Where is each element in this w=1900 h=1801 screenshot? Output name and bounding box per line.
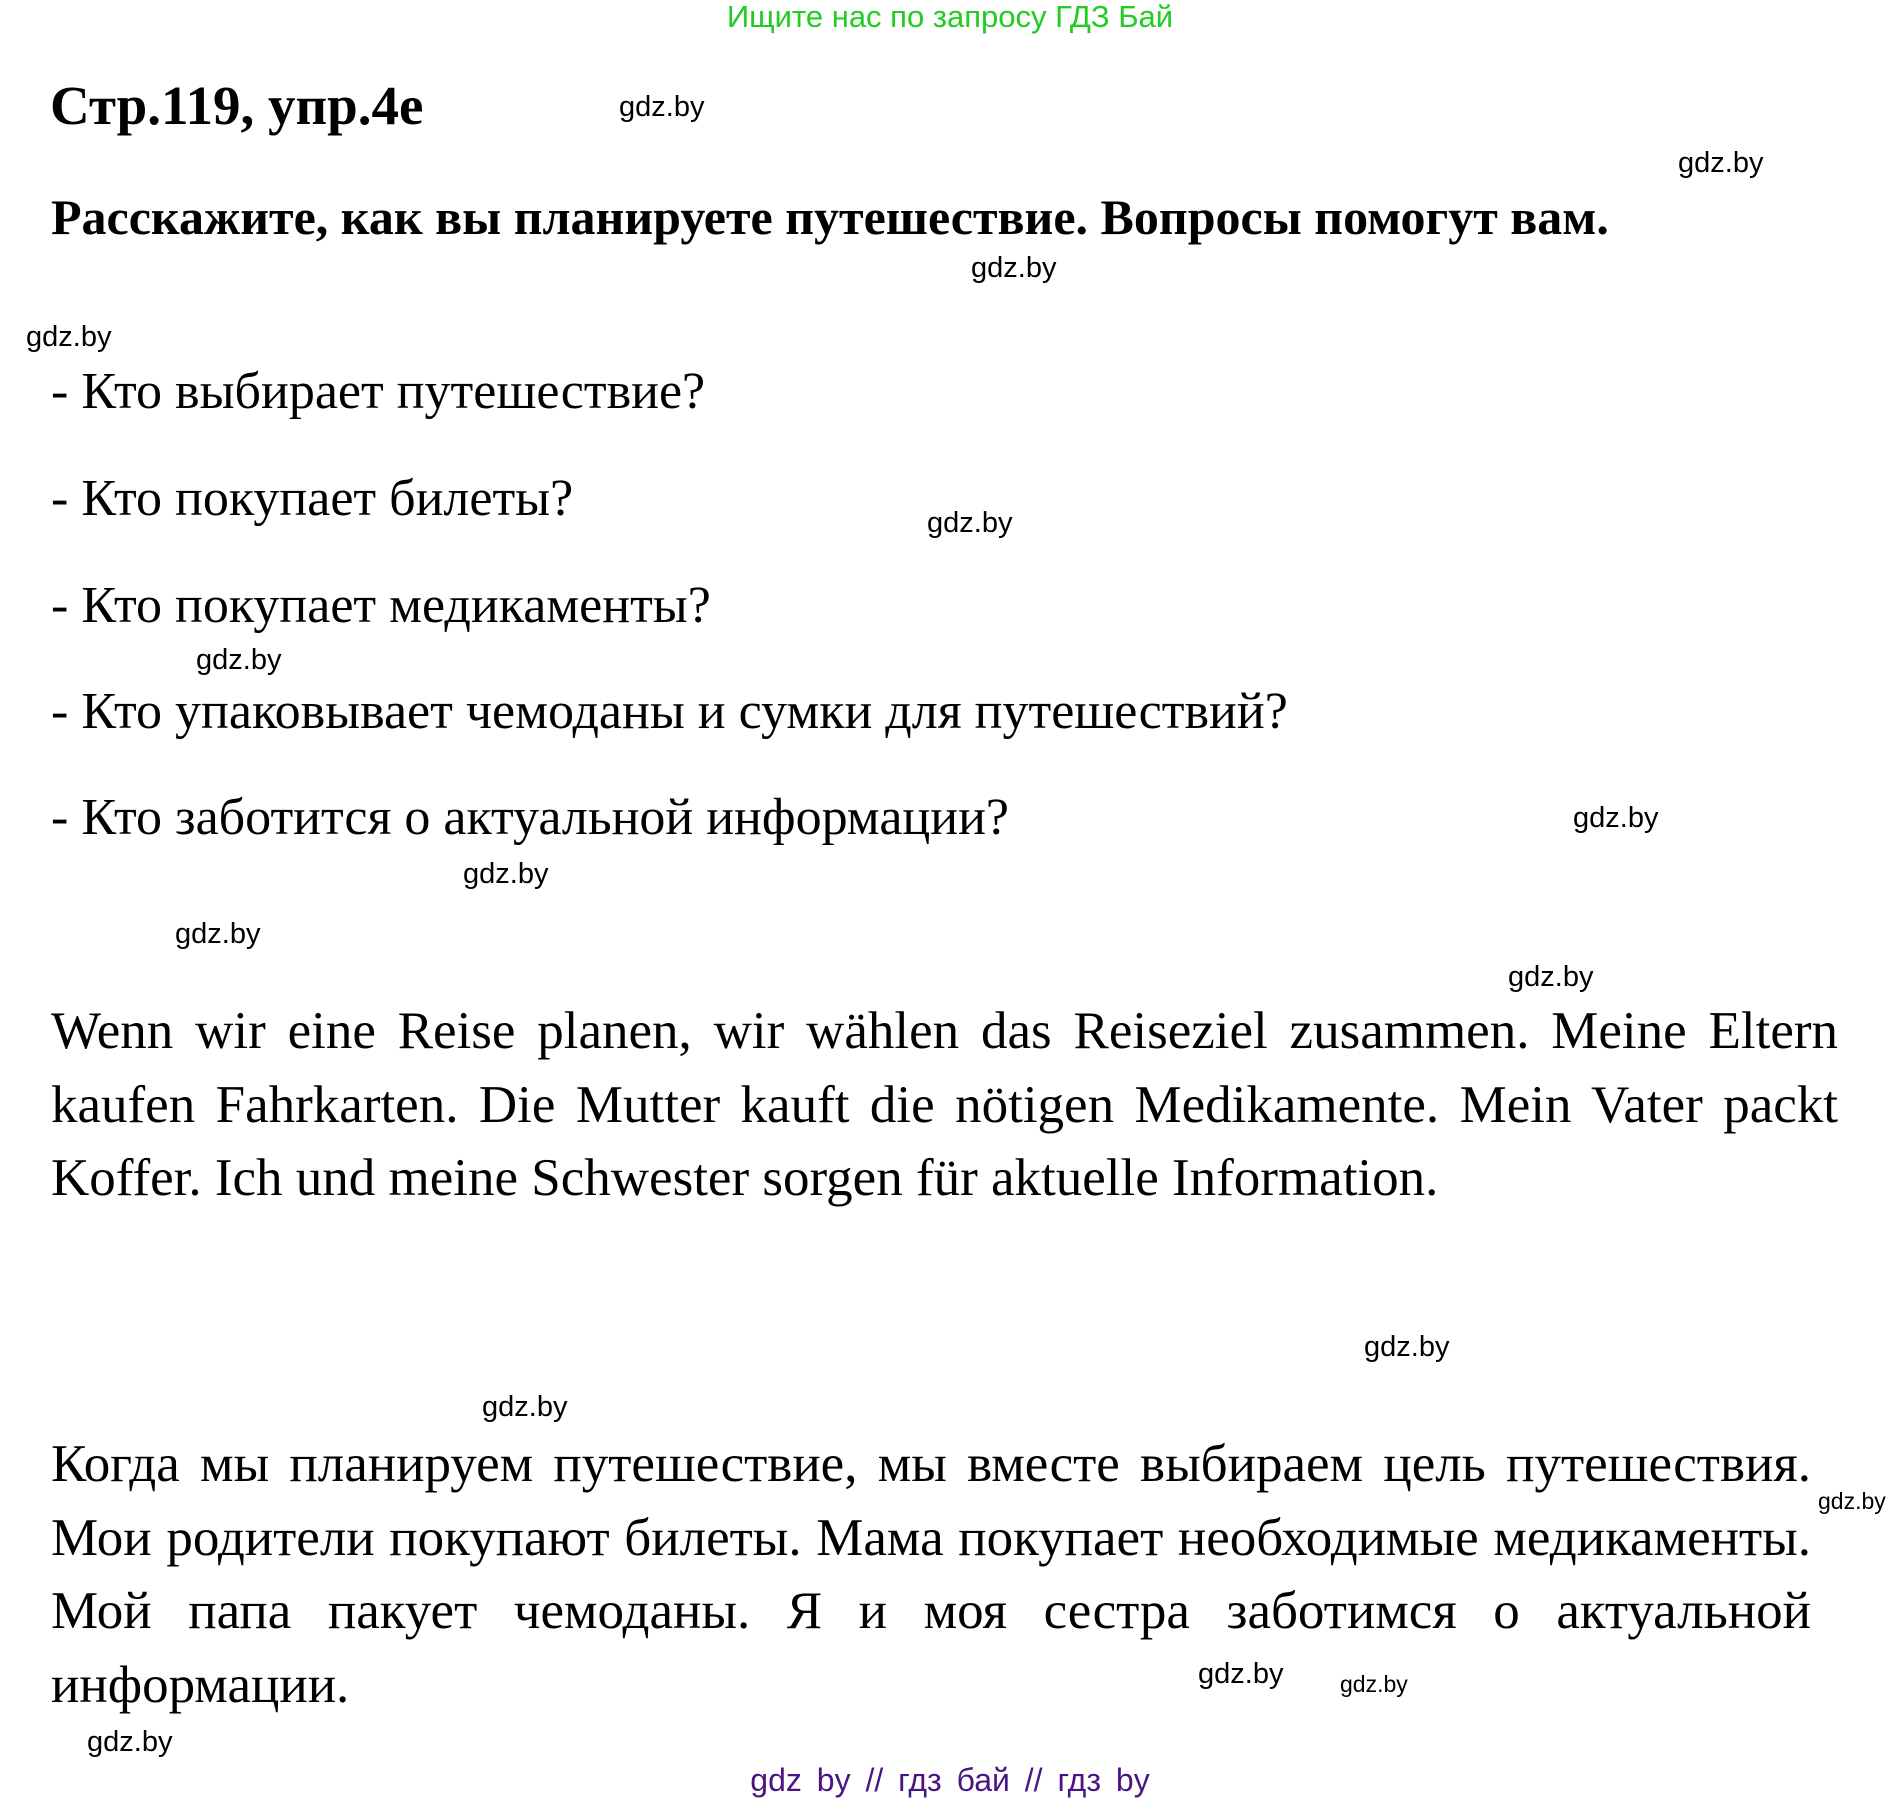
watermark: gdz.by xyxy=(927,507,1013,539)
watermark: gdz.by xyxy=(1198,1658,1284,1690)
watermark: gdz.by xyxy=(1364,1331,1450,1363)
question-1: - Кто выбирает путешествие? xyxy=(51,363,706,420)
watermark: gdz.by xyxy=(619,91,705,123)
watermark: gdz.by xyxy=(1340,1671,1408,1697)
search-banner: Ищите нас по запросу ГДЗ Бай xyxy=(726,0,1174,34)
footer-links: gdz by // гдз бай // гдз by xyxy=(750,1762,1150,1798)
watermark: gdz.by xyxy=(1508,961,1594,993)
watermark: gdz.by xyxy=(87,1726,173,1758)
watermark: gdz.by xyxy=(26,321,112,353)
watermark: gdz.by xyxy=(463,858,549,890)
question-5: - Кто заботится о актуальной информации? xyxy=(51,789,1009,846)
watermark: gdz.by xyxy=(971,252,1057,284)
task-heading: Расскажите, как вы планируете путешествие. Вопросы помогут вам. xyxy=(51,189,1609,245)
watermark: gdz.by xyxy=(482,1391,568,1423)
answer-russian: Когда мы планируем путешествие, мы вместе выбираем цель путешествия. Мои родители покупают билеты. Мама покупает необходимые медикаменты. Мой папа пакует чемоданы. Я и моя сестра заботимся о актуальной информации. xyxy=(51,1435,1811,1714)
page-title: Стр.119, упр.4е xyxy=(50,75,424,136)
watermark: gdz.by xyxy=(1678,147,1764,179)
question-2: - Кто покупает билеты? xyxy=(51,470,574,527)
watermark: gdz.by xyxy=(1573,802,1659,834)
question-3: - Кто покупает медикаменты? xyxy=(51,577,711,634)
watermark: gdz.by xyxy=(1818,1488,1886,1514)
answer-german: Wenn wir eine Reise planen, wir wählen das Reiseziel zusammen. Meine Eltern kaufen Fahrkarten. Die Mutter kauft die nötigen Medikamente. Mein Vater packt Koffer. Ich und meine Schwester sorgen für aktuelle Information. xyxy=(51,1002,1838,1207)
watermark: gdz.by xyxy=(196,644,282,676)
question-4: - Кто упаковывает чемоданы и сумки для путешествий? xyxy=(51,683,1288,740)
watermark: gdz.by xyxy=(175,918,261,950)
